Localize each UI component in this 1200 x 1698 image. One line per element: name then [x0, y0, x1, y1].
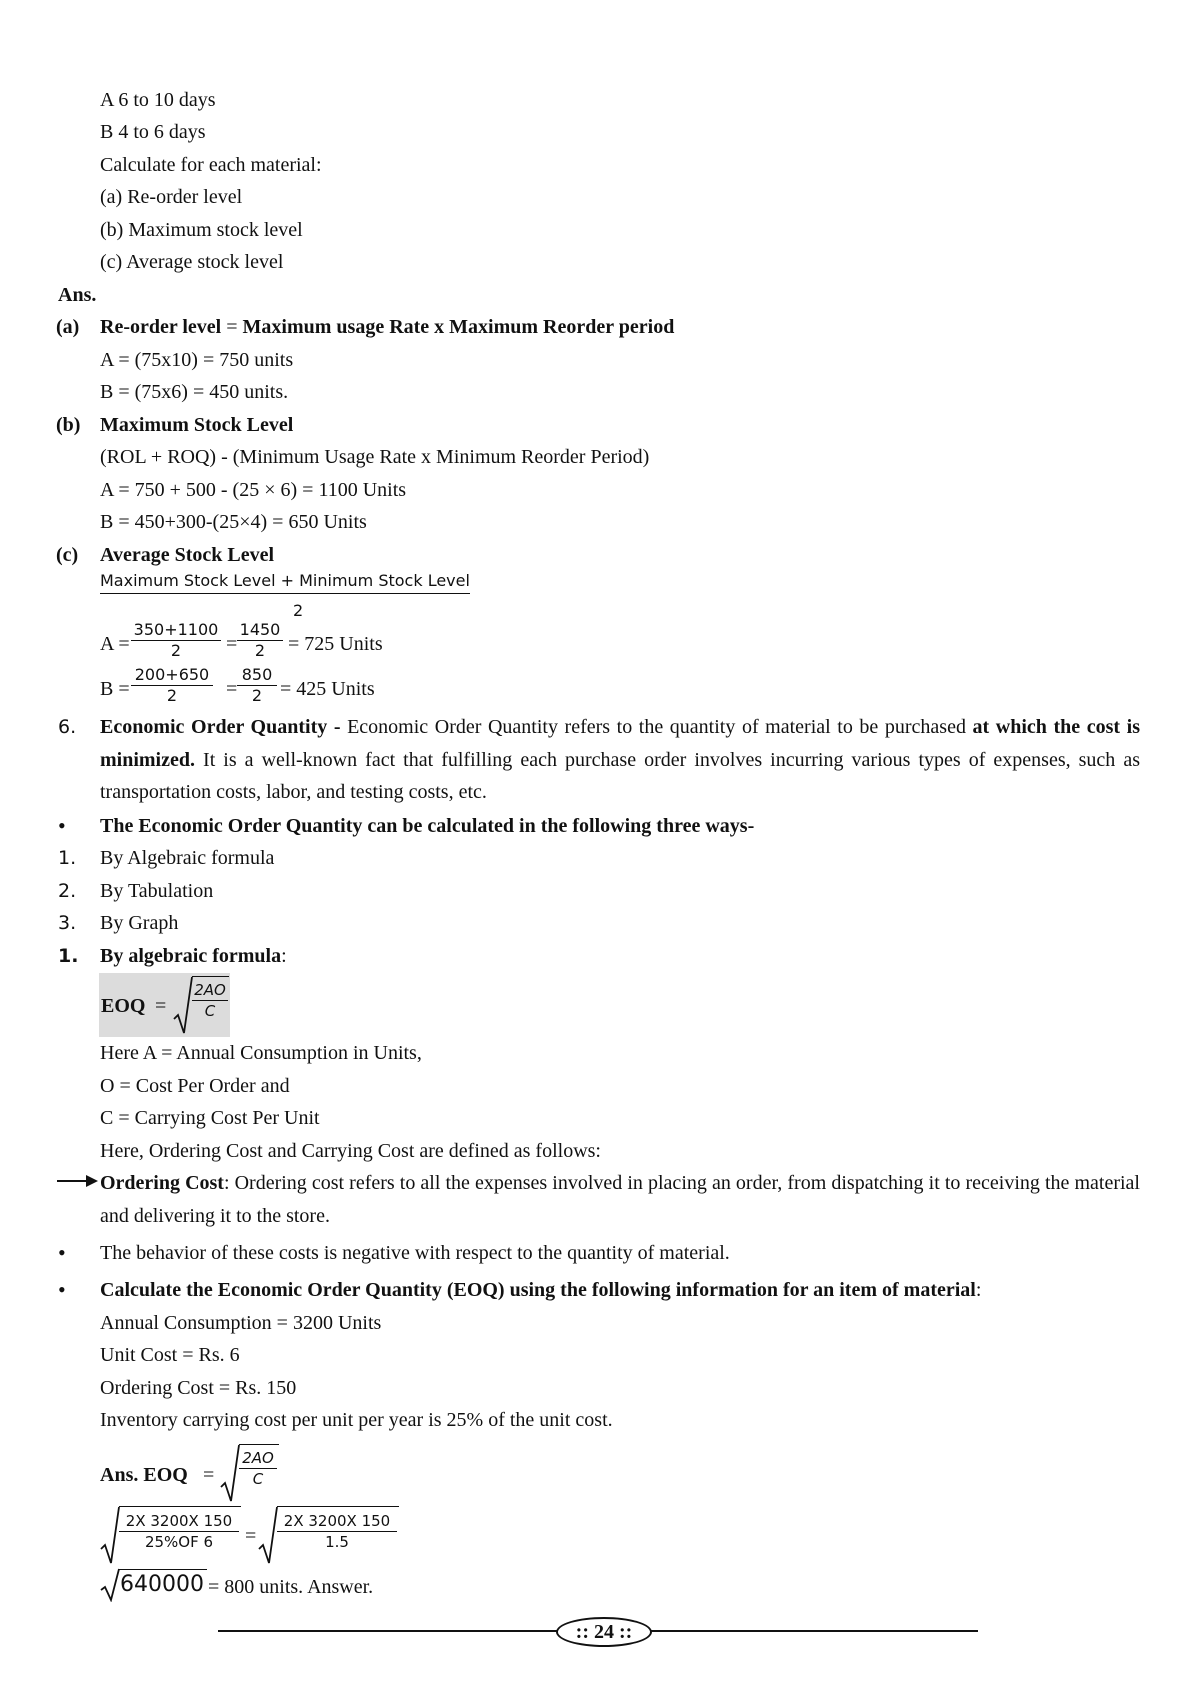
problem-bullet: • — [58, 1277, 66, 1302]
step2-den: 1.5 — [325, 1533, 349, 1551]
part-b-marker: (b) — [56, 414, 81, 436]
eoq-fraction-num: 2AO — [192, 980, 228, 1001]
calc-a-den-2: 2 — [254, 641, 266, 660]
calc-a-fraction-1 — [131, 620, 221, 661]
sqrt-radical-icon — [258, 1505, 278, 1565]
page-number: :: 24 :: — [556, 1617, 652, 1647]
step1-num: 2X 3200X 150 — [119, 1511, 239, 1532]
definition-o: O = Cost Per Order and — [100, 1075, 290, 1097]
algebraic-number: 1. — [58, 945, 79, 967]
sqrt-radical-icon — [100, 1505, 120, 1565]
avg-formula-denominator: 2 — [293, 601, 304, 620]
sqrt-vinculum — [239, 1444, 279, 1445]
solution-fraction-den: C — [252, 1470, 264, 1488]
calc-a-num-2: 1450 — [237, 620, 283, 641]
step-equals: = — [245, 1525, 257, 1547]
ordering-cost-paragraph — [100, 1167, 1140, 1232]
problem-carrying-cost: Inventory carrying cost per unit per year is 25% of the unit cost. — [100, 1409, 613, 1431]
part-b-heading: Maximum Stock Level — [100, 414, 294, 436]
ordering-cost-term: Ordering Cost — [100, 1172, 224, 1194]
way-3-text: By Graph — [100, 912, 179, 934]
calc-b-fraction-1 — [131, 665, 213, 706]
part-a-line-a: A = (75x10) = 750 units — [100, 349, 294, 371]
problem-heading-colon: : — [975, 1279, 982, 1301]
part-a-heading-eq: = — [221, 316, 243, 338]
eoq-formula-box — [99, 973, 230, 1037]
eoq-definition-paragraph — [100, 711, 1140, 809]
calc-a-label: A = — [100, 633, 130, 655]
part-b-line-a: A = 750 + 500 - (25 × 6) = 1100 Units — [100, 479, 407, 501]
eoq-equals: = — [155, 995, 167, 1017]
algebraic-heading-colon: : — [281, 945, 287, 967]
calc-a-eq: = — [226, 633, 238, 655]
part-a-heading-formula: Maximum usage Rate x Maximum Reorder period — [242, 316, 675, 338]
part-a-heading-term: Re-order level — [100, 316, 222, 338]
part-b-formula: (ROL + ROQ) - (Minimum Usage Rate x Minimum Reorder Period) — [100, 446, 650, 468]
solution-ans-eoq: Ans. EOQ — [100, 1464, 188, 1486]
arrow-right-icon — [56, 1172, 100, 1190]
behavior-bullet: • — [58, 1240, 66, 1265]
calc-a-den-1: 2 — [170, 641, 182, 660]
algebraic-heading — [100, 943, 287, 969]
list-item-maximum-stock: (b) Maximum stock level — [100, 219, 303, 241]
eoq-fraction-den: C — [204, 1002, 216, 1020]
sqrt-radical-icon — [220, 1443, 240, 1503]
way-1-text: By Algebraic formula — [100, 847, 275, 869]
solution-fraction-num: 2AO — [239, 1448, 277, 1469]
behavior-text: The behavior of these costs is negative with respect to the quantity of material. — [100, 1242, 730, 1264]
calc-b-fraction-2 — [237, 665, 277, 706]
eoq-dash: - — [327, 716, 348, 738]
sqrt-vinculum — [119, 1569, 207, 1570]
part-c-marker: (c) — [56, 544, 79, 566]
avg-formula-numerator: Maximum Stock Level + Minimum Stock Level — [100, 570, 470, 594]
list-item-reorder-level: (a) Re-order level — [100, 186, 243, 208]
calculate-instruction: Calculate for each material: — [100, 154, 322, 176]
problem-unit-cost: Unit Cost = Rs. 6 — [100, 1344, 240, 1366]
calc-b-num-2: 850 — [237, 665, 277, 686]
definition-intro: Here, Ordering Cost and Carrying Cost are defined as follows: — [100, 1140, 601, 1162]
eoq-text-1: Economic Order Quantity refers to the quantity of material to be purchased — [347, 716, 973, 738]
ways-bullet: • — [58, 813, 66, 838]
step1-fraction — [119, 1511, 239, 1552]
calc-a-num-1: 350+1100 — [131, 620, 221, 641]
final-answer: = 800 units. Answer. — [208, 1576, 374, 1598]
calc-a-fraction-2 — [237, 620, 283, 661]
problem-annual-consumption: Annual Consumption = 3200 Units — [100, 1312, 382, 1334]
definition-c: C = Carrying Cost Per Unit — [100, 1107, 320, 1129]
sqrt-radical-icon — [100, 1568, 120, 1602]
solution-fraction — [239, 1448, 277, 1489]
list-line-b-days: B 4 to 6 days — [100, 121, 206, 143]
step2-num: 2X 3200X 150 — [277, 1511, 397, 1532]
section-6-number: 6. — [58, 716, 77, 738]
definition-a: Here A = Annual Consumption in Units, — [100, 1042, 422, 1064]
eoq-fraction — [192, 980, 228, 1021]
sqrt-vinculum — [277, 1506, 399, 1507]
part-a-line-b: B = (75x6) = 450 units. — [100, 381, 289, 403]
calc-b-result: = 425 Units — [280, 678, 375, 700]
footer-rule-left — [218, 1630, 560, 1632]
part-c-heading: Average Stock Level — [100, 544, 275, 566]
eoq-label: EOQ — [101, 995, 146, 1017]
algebraic-heading-text: By algebraic formula — [100, 945, 282, 967]
problem-heading-text: Calculate the Economic Order Quantity (EOQ) using the following information for an item of material — [100, 1279, 976, 1301]
ways-heading: The Economic Order Quantity can be calculated in the following three ways- — [100, 815, 755, 837]
part-b-line-b: B = 450+300-(25×4) = 650 Units — [100, 511, 367, 533]
sqrt-vinculum — [119, 1506, 241, 1507]
way-1-number: 1. — [58, 847, 77, 869]
problem-ordering-cost: Ordering Cost = Rs. 150 — [100, 1377, 297, 1399]
ans-label: Ans. — [58, 284, 97, 306]
calc-b-label: B = — [100, 678, 130, 700]
way-2-text: By Tabulation — [100, 880, 214, 902]
part-a-marker: (a) — [56, 316, 80, 338]
eoq-text-2: It is a well-known fact that fulfilling each purchase order involves incurring various types of expenses, such as transportation costs, labor, and testing costs, etc. — [100, 748, 1140, 803]
sqrt-radical-icon — [173, 975, 193, 1035]
list-line-a-days: A 6 to 10 days — [100, 89, 216, 111]
calc-b-den-2: 2 — [251, 686, 263, 705]
step2-fraction — [277, 1511, 397, 1552]
way-2-number: 2. — [58, 880, 77, 902]
sqrt-vinculum — [192, 976, 229, 977]
calc-b-eq: = — [226, 678, 238, 700]
problem-heading — [100, 1277, 981, 1303]
solution-equals: = — [203, 1464, 215, 1486]
step1-den: 25%OF 6 — [144, 1533, 214, 1551]
calc-b-num-1: 200+650 — [131, 665, 213, 686]
eoq-term: Economic Order Quantity — [100, 716, 328, 738]
list-item-average-stock: (c) Average stock level — [100, 251, 284, 273]
ordering-cost-text: : Ordering cost refers to all the expenses involved in placing an order, from dispatching it to receiving the material and delivering it to the store. — [100, 1172, 1140, 1227]
calc-b-den-1: 2 — [166, 686, 178, 705]
eoq-bold-phrase: at which the cost is minimized. — [100, 716, 1140, 771]
root-value: 640000 — [120, 1572, 204, 1597]
calc-a-result: = 725 Units — [288, 633, 383, 655]
way-3-number: 3. — [58, 912, 77, 934]
part-a-heading — [100, 314, 674, 340]
footer-rule-right — [644, 1630, 978, 1632]
